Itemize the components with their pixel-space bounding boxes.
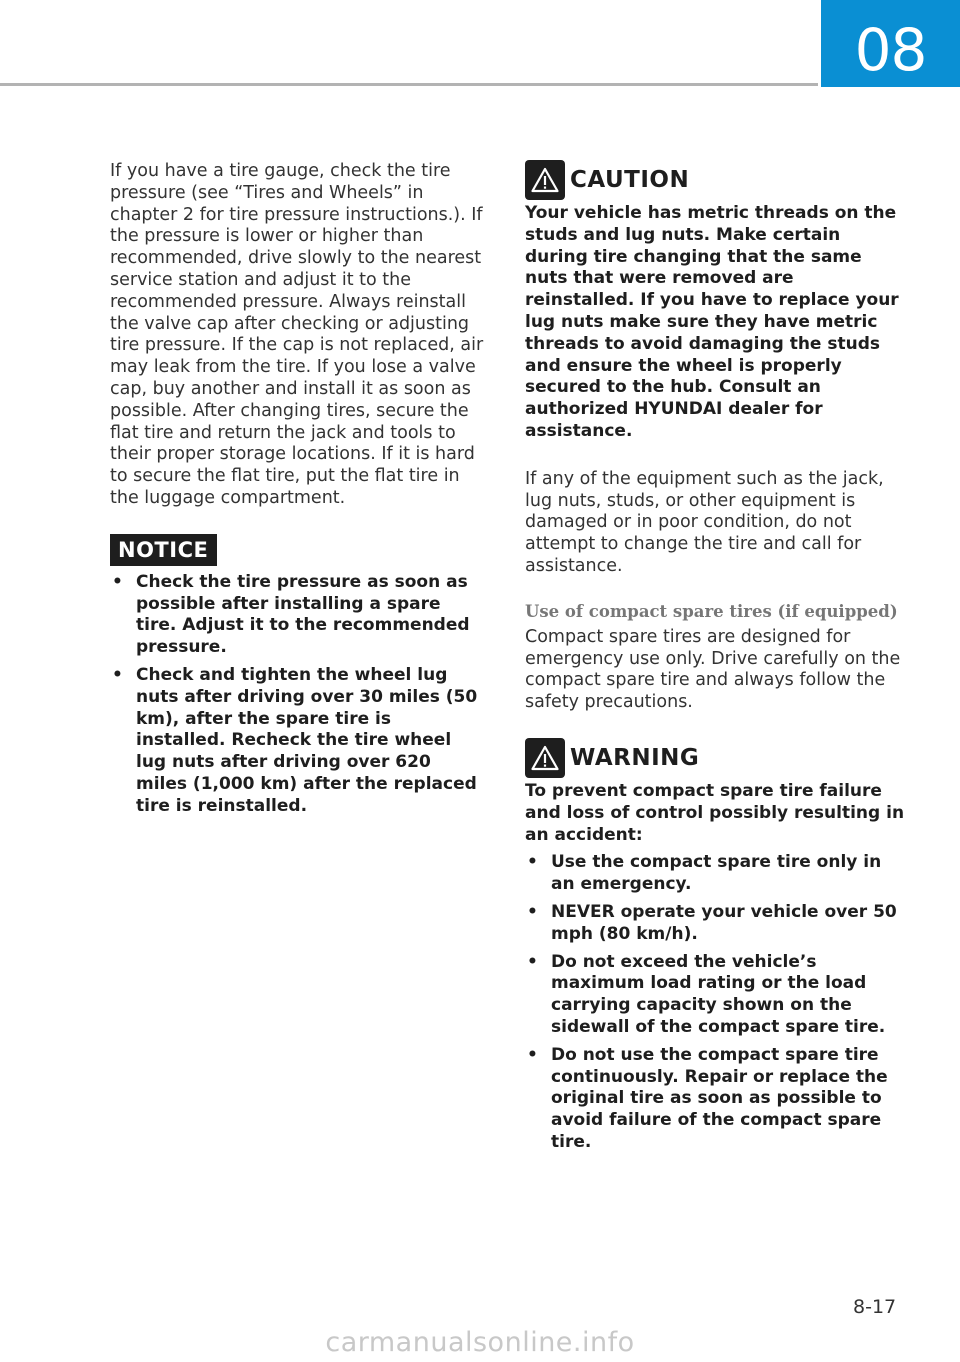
watermark: carmanualsonline.info [325, 1327, 635, 1358]
caution-title: CAUTION [570, 167, 690, 193]
list-item [525, 852, 905, 896]
notice-item-text: Check and tighten the wheel lug nuts after driving over 30 miles (50 km), after the spare tire is installed. Recheck the tire wheel lug nuts after driving over 620 miles (1,000 km) after the replaced tire is reinstalled. [136, 664, 478, 816]
warning-item-text: Do not exceed the vehicle’s maximum load rating or the load carrying capacity shown on the sidewall of the compact spare tire. [551, 951, 886, 1037]
warning-item-text: NEVER operate your vehicle over 50 mph (80 km/h). [551, 901, 897, 944]
warning-list [525, 852, 905, 1153]
page-number: 8-17 [853, 1296, 897, 1318]
tire-gauge-paragraph: If you have a tire gauge, check the tire pressure (see “Tires and Wheels” in chapter 2 for tire pressure instructions.). If the pressure is lower or higher than recommended, drive slowly to the nearest service station and adjust it to the recommended pressure. Always reinstall the valve cap after checking or adjusting tire pressure. If the cap is not replaced, air may leak from the tire. If you lose a valve cap, buy another and install it as soon as possible. After changing tires, secure the flat tire and return the jack and tools to their proper storage locations. If it is hard to secure the flat tire, put the flat tire in the luggage compartment. [110, 161, 484, 508]
bullet-icon: • [112, 664, 123, 685]
header-rule [0, 83, 818, 86]
left-column [110, 161, 485, 818]
equipment-paragraph: If any of the equipment such as the jack, lug nuts, studs, or other equipment is damaged or in poor condition, do not attempt to change the tire and call for assistance. [525, 468, 884, 576]
chapter-tab: 08 [821, 0, 960, 87]
bullet-icon: • [527, 951, 538, 972]
bullet-icon: • [112, 571, 123, 592]
right-column [525, 160, 905, 1154]
bullet-icon: • [527, 1044, 538, 1065]
notice-list [110, 572, 485, 818]
notice-label: NOTICE [110, 534, 217, 566]
compact-spare-heading: Use of compact spare tires (if equipped) [525, 601, 898, 621]
bullet-icon: • [527, 852, 538, 873]
list-item [525, 952, 905, 1039]
list-item [110, 572, 485, 659]
caution-heading [525, 160, 905, 200]
notice-item-text: Check the tire pressure as soon as possible after installing a spare tire. Adjust it to the recommended pressure. [136, 571, 470, 658]
warning-item-text: Use the compact spare tire only in an emergency. [551, 852, 882, 895]
caution-warning-icon [525, 160, 565, 200]
warning-heading [525, 738, 905, 778]
caution-text: Your vehicle has metric threads on the studs and lug nuts. Make certain during tire changing that the same nuts that were removed are reinstalled. If you have to replace your lug nuts make sure they have metric threads to avoid damaging the studs and ensure the wheel is properly secured to the hub. Consult an authorized HYUNDAI dealer for assistance. [525, 203, 899, 441]
list-item [525, 1045, 905, 1154]
warning-item-text: Do not use the compact spare tire continuously. Repair or replace the original tire as soon as possible to avoid failure of the compact spare tire. [551, 1044, 888, 1152]
warning-triangle-icon [525, 738, 565, 778]
list-item [525, 902, 905, 946]
bullet-icon: • [527, 901, 538, 922]
warning-intro: To prevent compact spare tire failure and loss of control possibly resulting in an accident: [525, 780, 905, 845]
warning-title: WARNING [570, 744, 700, 771]
list-item [110, 665, 485, 818]
compact-spare-paragraph: Compact spare tires are designed for emergency use only. Drive carefully on the compact spare tire and always follow the safety precautions. [525, 626, 901, 713]
